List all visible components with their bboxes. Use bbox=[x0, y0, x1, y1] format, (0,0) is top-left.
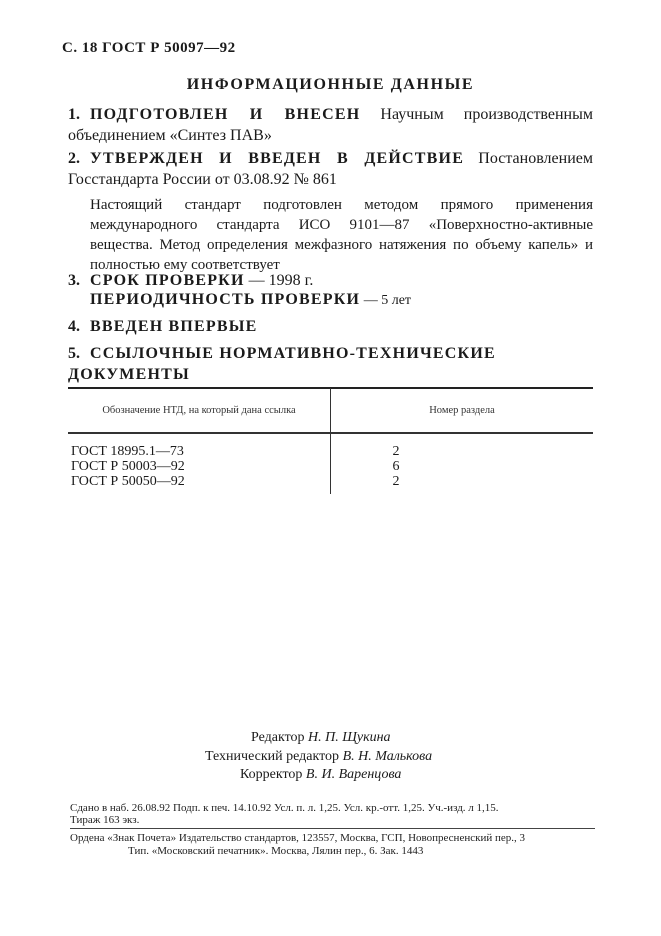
credit-corrector bbox=[240, 765, 401, 784]
table-section-column bbox=[389, 444, 403, 489]
info-item-5 bbox=[68, 343, 593, 385]
info-item-3-periodicity bbox=[68, 289, 593, 311]
credit-name: В. И. Варенцова bbox=[305, 767, 402, 782]
item-text: — 1998 г. bbox=[244, 272, 314, 289]
credit-label: Технический редактор bbox=[205, 749, 340, 764]
running-head: С. 18 ГОСТ Р 50097—92 bbox=[62, 40, 236, 56]
item-number: 2. bbox=[68, 150, 80, 167]
table-cell-section: 6 bbox=[392, 459, 400, 474]
imprint-line-3: Ордена «Знак Почета» Издательство стандартов, 123557, Москва, ГСП, Новопресненский пер., 3 bbox=[70, 832, 525, 844]
table-cell-doc: ГОСТ Р 50003—92 bbox=[71, 459, 185, 474]
credit-editor bbox=[251, 728, 391, 747]
credit-label: Редактор bbox=[251, 730, 305, 745]
table-cell-doc: ГОСТ Р 50050—92 bbox=[71, 474, 185, 489]
standard-note-paragraph: Настоящий стандарт подготовлен методом прямого применения международного стандарта ИСО 9101—87 «Поверхностно-активные вещества. Метод определения межфазного натяжения по объему капель» и полностью ему соответствует bbox=[90, 197, 593, 273]
credit-tech-editor bbox=[205, 747, 432, 766]
credit-name: Н. П. Щукина bbox=[308, 730, 391, 745]
item-text: Научным производственным объединением «Синтез ПАВ» bbox=[68, 106, 593, 144]
item-number: 3. bbox=[68, 272, 80, 289]
item-heading: СРОК ПРОВЕРКИ bbox=[90, 272, 245, 289]
table-cell-section: 2 bbox=[392, 444, 400, 459]
item-heading: ССЫЛОЧНЫЕ НОРМАТИВНО-ТЕХНИЧЕСКИЕ ДОКУМЕНТЫ bbox=[68, 345, 496, 383]
item-heading: ВВЕДЕН ВПЕРВЫЕ bbox=[90, 318, 258, 335]
credit-label: Корректор bbox=[240, 767, 303, 782]
table-doc-column bbox=[71, 444, 185, 489]
info-item-4 bbox=[68, 316, 593, 337]
item-number: 4. bbox=[68, 318, 80, 335]
table-header-section: Номер раздела bbox=[429, 404, 495, 416]
table-column-divider bbox=[330, 434, 331, 494]
credit-name: В. Н. Малькова bbox=[342, 749, 433, 764]
item-text: Постановлением Госстандарта России от 03.08.92 № 861 bbox=[68, 150, 593, 188]
imprint-line-1: Сдано в наб. 26.08.92 Подп. к печ. 14.10.92 Усл. п. л. 1,25. Усл. кр.-отт. 1,25. Уч.-изд. л 1,15. bbox=[70, 802, 499, 814]
table-cell-doc: ГОСТ 18995.1—73 bbox=[71, 444, 184, 459]
info-item-3 bbox=[68, 270, 593, 291]
references-table bbox=[68, 388, 593, 432]
item-number: 5. bbox=[68, 345, 80, 362]
item-text: — 5 лет bbox=[360, 293, 412, 308]
item-heading: УТВЕРЖДЕН И ВВЕДЕН В ДЕЙСТВИЕ bbox=[90, 150, 465, 167]
table-header-doc: Обозначение НТД, на который дана ссылка bbox=[68, 388, 331, 432]
item-number: 1. bbox=[68, 106, 80, 123]
table-cell-section: 2 bbox=[392, 474, 400, 489]
item-heading: ПЕРИОДИЧНОСТЬ ПРОВЕРКИ bbox=[90, 291, 361, 308]
imprint-divider bbox=[70, 828, 595, 829]
info-item-2 bbox=[68, 148, 593, 190]
imprint-line-2: Тираж 163 экз. bbox=[70, 814, 140, 826]
info-item-1 bbox=[68, 104, 593, 146]
page-title: ИНФОРМАЦИОННЫЕ ДАННЫЕ bbox=[186, 76, 475, 93]
item-heading: ПОДГОТОВЛЕН И ВНЕСЕН bbox=[90, 106, 361, 123]
imprint-line-4: Тип. «Московский печатник». Москва, Лялин пер., 6. Зак. 1443 bbox=[128, 845, 424, 857]
